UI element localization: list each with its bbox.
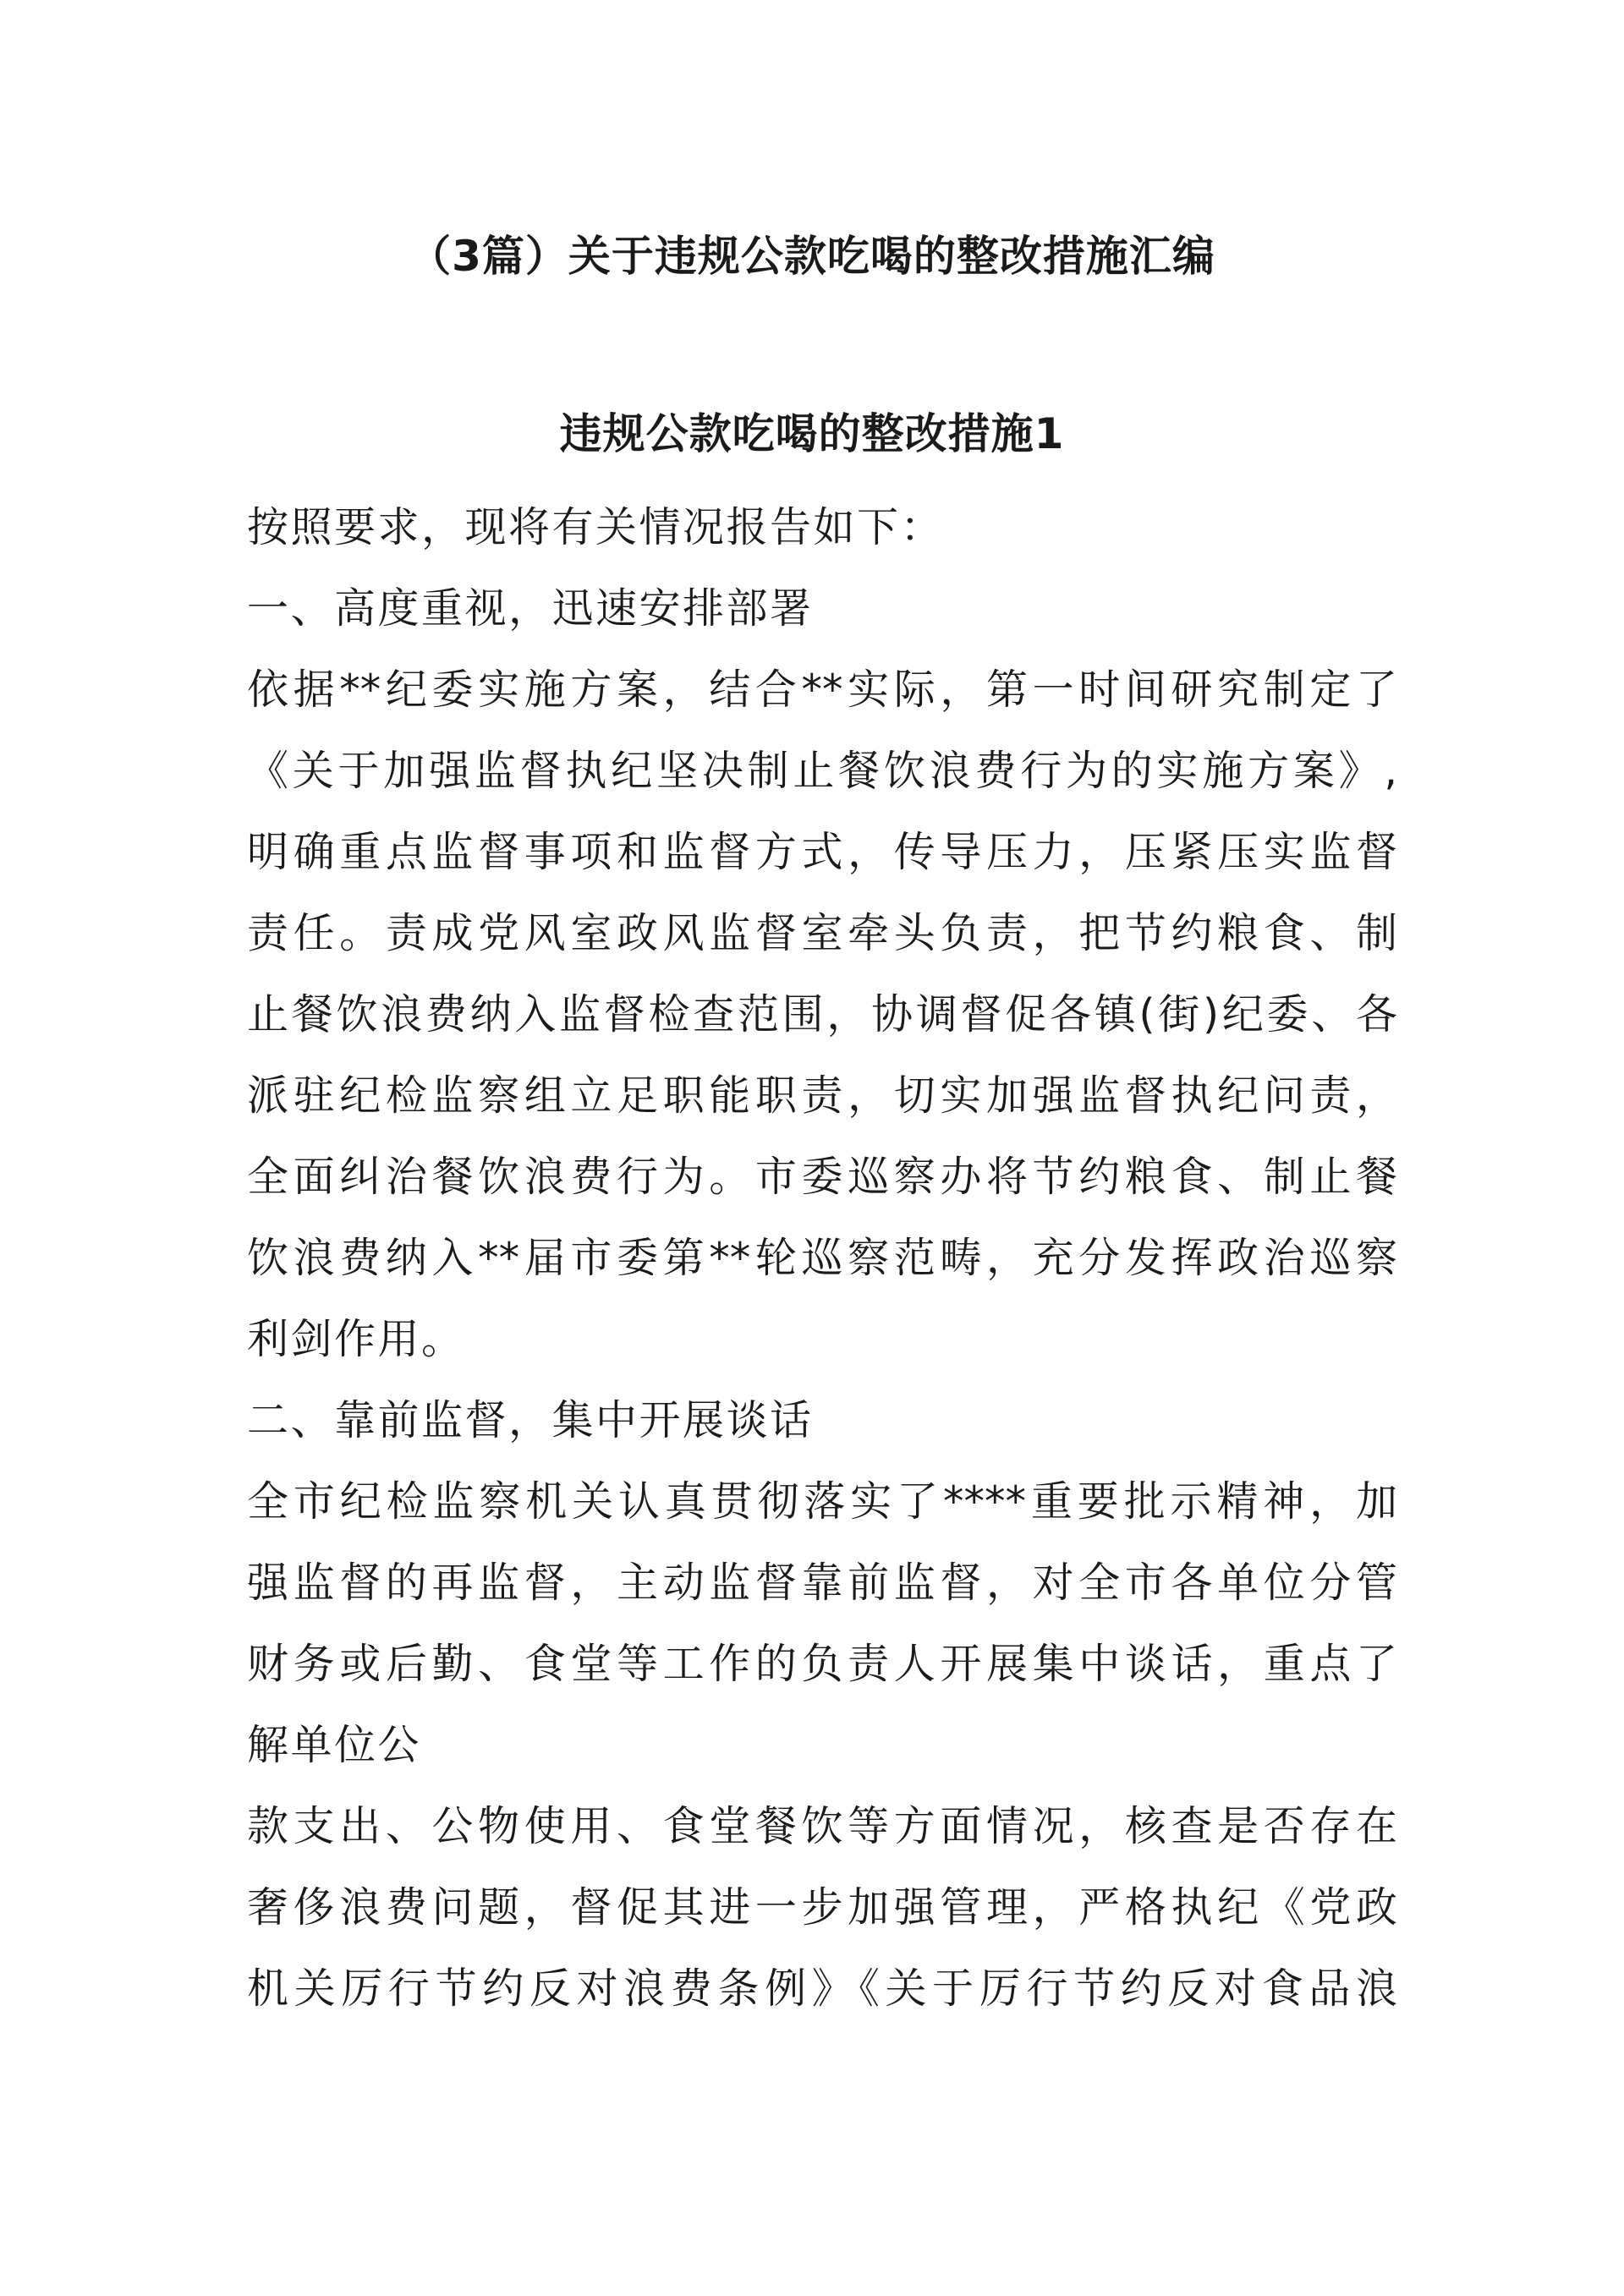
body-text-line: 责任。责成党风室政风监督室牵头负责，把节约粮食、制 <box>247 909 1397 957</box>
body-text-line: 强监督的再监督，主动监督靠前监督，对全市各单位分管 <box>247 1559 1397 1607</box>
body-text-line: 饮浪费纳入**届市委第**轮巡察范畴，充分发挥政治巡察 <box>247 1234 1397 1282</box>
body-text-line: 《关于加强监督执纪坚决制止餐饮浪费行为的实施方案》, <box>247 747 1397 795</box>
body-text-line: 奢侈浪费问题，督促其进一步加强管理，严格执纪《党政 <box>247 1883 1397 1932</box>
body-text-line: 二、靠前监督，集中开展谈话 <box>247 1396 814 1444</box>
body-text-line: 按照要求，现将有关情况报告如下： <box>247 503 945 551</box>
body-text-line: 明确重点监督事项和监督方式，传导压力，压紧压实监督 <box>247 828 1397 876</box>
body-text-line: 全市纪检监察机关认真贯彻落实了****重要批示精神，加 <box>247 1477 1397 1526</box>
document-body <box>247 487 1397 2030</box>
body-text-line: 派驻纪检监察组立足职能职责，切实加强监督执纪问责， <box>247 1071 1397 1120</box>
body-text-line: 一、高度重视，迅速安排部署 <box>247 584 814 633</box>
body-text-line: 款支出、公物使用、食堂餐饮等方面情况，核查是否存在 <box>247 1802 1397 1850</box>
body-text-line: 机关厉行节约反对浪费条例》《关于厉行节约反对食品浪 <box>247 1964 1397 2013</box>
section-title: 违规公款吃喝的整改措施1 <box>559 409 1065 458</box>
body-text-line: 止餐饮浪费纳入监督检查范围，协调督促各镇(街)纪委、各 <box>247 990 1397 1038</box>
document-title: （3篇）关于违规公款吃喝的整改措施汇编 <box>409 232 1215 281</box>
body-text-line: 解单位公 <box>247 1721 422 1769</box>
body-text-line: 依据**纪委实施方案，结合**实际，第一时间研究制定了 <box>247 666 1397 714</box>
body-text-line: 利剑作用。 <box>247 1315 465 1363</box>
body-text-line: 全面纠治餐饮浪费行为。市委巡察办将节约粮食、制止餐 <box>247 1153 1397 1201</box>
body-text-line: 财务或后勤、食堂等工作的负责人开展集中谈话，重点了 <box>247 1640 1397 1688</box>
